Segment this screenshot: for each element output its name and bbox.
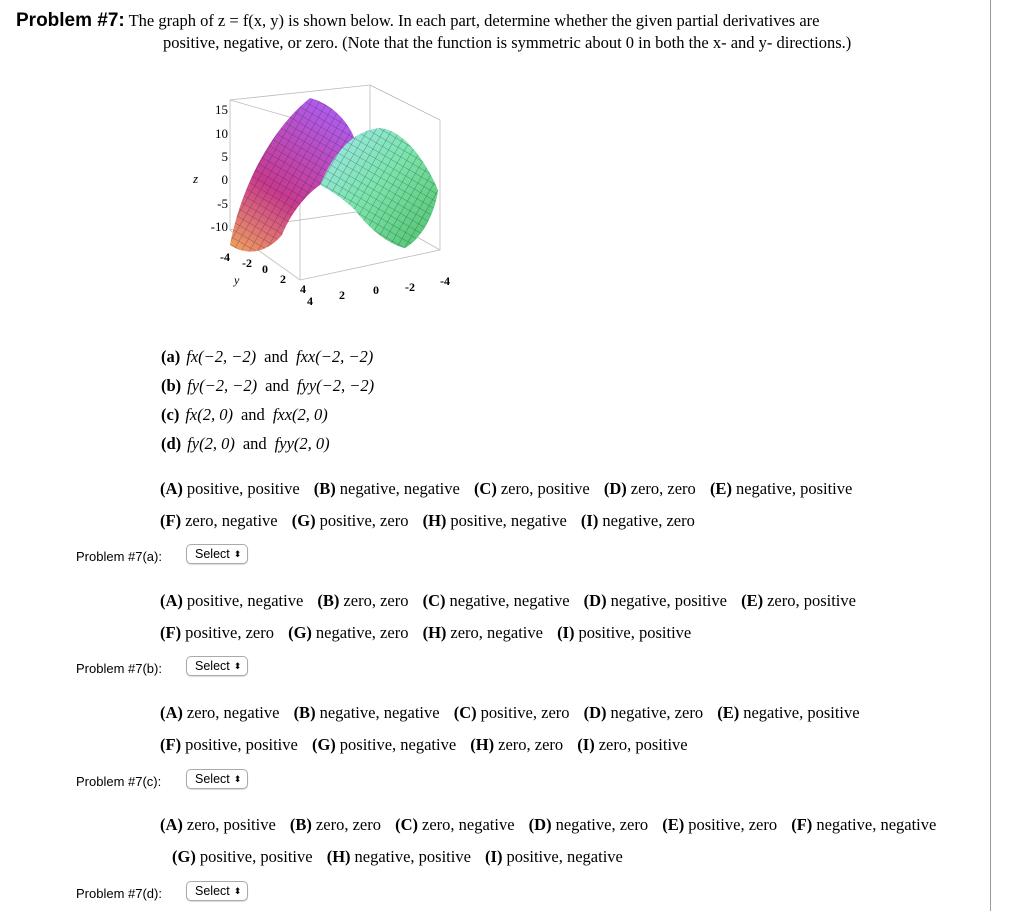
option-letter: (G) [172, 847, 196, 866]
options-a-row2 [160, 505, 862, 537]
option-item: (C) zero, negative [395, 815, 515, 834]
option-item: (B) negative, negative [293, 703, 440, 722]
part-b: (b) fy(−2, −2) and fyy(−2, −2) [161, 376, 375, 395]
option-letter: (D) [583, 703, 607, 722]
x-tick-m4: -4 [440, 274, 450, 288]
problem-text-line2: positive, negative, or zero. (Note that the function is symmetric about 0 in both the x- and y- directions.) [163, 33, 852, 52]
option-item: (H) zero, negative [422, 623, 543, 642]
option-item: (A) zero, positive [160, 815, 276, 834]
options-a [160, 473, 862, 537]
select-chevron-icon: ⬍ [233, 886, 242, 896]
answer-a [76, 547, 242, 564]
options-b [160, 585, 866, 649]
option-item: (H) zero, zero [470, 735, 564, 754]
problem-statement [16, 10, 976, 54]
option-letter: (B) [313, 479, 336, 498]
option-letter: (I) [485, 847, 503, 866]
option-letter: (H) [470, 735, 495, 754]
options-c-row1 [160, 697, 870, 729]
option-item: (B) zero, zero [317, 591, 409, 610]
x-axis [307, 274, 450, 308]
option-item: (C) negative, negative [422, 591, 570, 610]
option-item: (B) negative, negative [313, 479, 460, 498]
option-item: (E) negative, positive [709, 479, 853, 498]
answer-c-select[interactable]: Select ⬍ [186, 769, 248, 789]
option-letter: (F) [160, 735, 182, 754]
z-tick-m10: -10 [210, 219, 228, 234]
surface-plot [170, 80, 470, 320]
options-d [160, 809, 946, 873]
y-tick-4: 4 [300, 282, 306, 296]
option-item: (I) zero, positive [577, 735, 688, 754]
option-letter: (C) [473, 479, 497, 498]
option-letter: (B) [293, 703, 316, 722]
option-letter: (C) [422, 591, 446, 610]
select-chevron-icon: ⬍ [233, 549, 242, 559]
option-letter: (H) [422, 511, 447, 530]
z-tick-m5: -5 [217, 196, 228, 211]
option-item: (H) positive, negative [422, 511, 567, 530]
y-tick-2: 2 [280, 272, 286, 286]
option-item: (I) negative, zero [580, 511, 695, 530]
options-a-row1 [160, 473, 862, 505]
option-letter: (F) [160, 511, 182, 530]
z-axis-label: z [192, 171, 198, 186]
y-tick-m2: -2 [242, 256, 252, 270]
y-axis [220, 250, 306, 296]
options-b-row1 [160, 585, 866, 617]
problem-number: Problem #7: [16, 10, 125, 31]
page-right-border [990, 0, 991, 911]
options-c-row2 [160, 729, 870, 761]
part-d: (d) fy(2, 0) and fyy(2, 0) [161, 434, 330, 453]
part-a: (a) fx(−2, −2) and fxx(−2, −2) [161, 347, 374, 366]
option-item: (F) positive, positive [160, 735, 298, 754]
answer-c [76, 772, 242, 789]
option-item: (G) positive, positive [172, 847, 313, 866]
option-letter: (C) [453, 703, 477, 722]
option-item: (H) negative, positive [326, 847, 471, 866]
option-item: (F) positive, zero [160, 623, 274, 642]
option-item: (F) negative, negative [791, 815, 937, 834]
answer-a-select[interactable]: Select ⬍ [186, 544, 248, 564]
answer-c-label: Problem #7(c): [76, 774, 162, 789]
question-parts [161, 342, 374, 458]
option-item: (D) zero, zero [603, 479, 696, 498]
option-letter: (I) [580, 511, 599, 530]
option-item: (E) negative, positive [717, 703, 860, 722]
option-item: (C) positive, zero [453, 703, 570, 722]
option-letter: (H) [422, 623, 447, 642]
part-c: (c) fx(2, 0) and fxx(2, 0) [161, 405, 328, 424]
x-tick-0: 0 [373, 283, 379, 297]
option-item: (B) zero, zero [289, 815, 381, 834]
option-item: (A) zero, negative [160, 703, 280, 722]
option-item: (E) positive, zero [662, 815, 778, 834]
answer-b-label: Problem #7(b): [76, 661, 162, 676]
option-letter: (B) [289, 815, 312, 834]
option-item: (G) positive, negative [311, 735, 457, 754]
option-letter: (I) [577, 735, 595, 754]
x-tick-4: 4 [307, 294, 313, 308]
option-item: (G) negative, zero [288, 623, 409, 642]
answer-d-select[interactable]: Select ⬍ [186, 881, 248, 901]
y-axis-label: y [234, 273, 240, 287]
z-axis [192, 102, 228, 234]
select-chevron-icon: ⬍ [233, 661, 242, 671]
problem-text-line1: The graph of z = f(x, y) is shown below. In each part, determine whether the given partial derivatives are [128, 11, 820, 30]
option-letter: (C) [395, 815, 418, 834]
answer-d-label: Problem #7(d): [76, 886, 162, 901]
option-letter: (G) [288, 623, 312, 642]
option-item: (A) positive, positive [160, 479, 300, 498]
option-letter: (B) [317, 591, 340, 610]
option-letter: (A) [160, 591, 183, 610]
option-letter: (D) [583, 591, 607, 610]
option-letter: (E) [709, 479, 732, 498]
option-letter: (E) [717, 703, 740, 722]
option-letter: (G) [291, 511, 316, 530]
option-letter: (D) [528, 815, 552, 834]
option-letter: (A) [160, 479, 183, 498]
select-chevron-icon: ⬍ [233, 774, 242, 784]
option-item: (D) negative, positive [583, 591, 727, 610]
answer-b-select[interactable]: Select ⬍ [186, 656, 248, 676]
options-c [160, 697, 870, 761]
options-d-row2 [160, 841, 946, 873]
y-tick-0: 0 [262, 262, 268, 276]
answer-b [76, 659, 242, 676]
option-letter: (I) [557, 623, 575, 642]
option-item: (G) positive, zero [291, 511, 409, 530]
option-letter: (H) [326, 847, 351, 866]
option-letter: (F) [160, 623, 182, 642]
option-item: (F) zero, negative [160, 511, 278, 530]
option-item: (E) zero, positive [741, 591, 856, 610]
y-tick-m4: -4 [220, 250, 230, 264]
option-item: (I) positive, positive [557, 623, 692, 642]
option-item: (D) negative, zero [583, 703, 704, 722]
option-letter: (D) [603, 479, 627, 498]
answer-d [76, 884, 242, 901]
option-item: (C) zero, positive [473, 479, 590, 498]
x-tick-m2: -2 [405, 280, 415, 294]
option-item: (I) positive, negative [485, 847, 623, 866]
option-item: (D) negative, zero [528, 815, 649, 834]
option-letter: (E) [741, 591, 764, 610]
z-tick-10: 10 [215, 126, 228, 141]
option-item: (A) positive, negative [160, 591, 304, 610]
z-tick-5: 5 [221, 149, 228, 164]
z-tick-0: 0 [221, 172, 228, 187]
answer-a-label: Problem #7(a): [76, 549, 162, 564]
z-tick-15: 15 [215, 102, 228, 117]
option-letter: (F) [791, 815, 813, 834]
x-tick-2: 2 [339, 288, 345, 302]
option-letter: (A) [160, 703, 183, 722]
option-letter: (G) [311, 735, 336, 754]
option-letter: (A) [160, 815, 183, 834]
options-b-row2 [160, 617, 866, 649]
options-d-row1 [160, 809, 946, 841]
option-letter: (E) [662, 815, 685, 834]
